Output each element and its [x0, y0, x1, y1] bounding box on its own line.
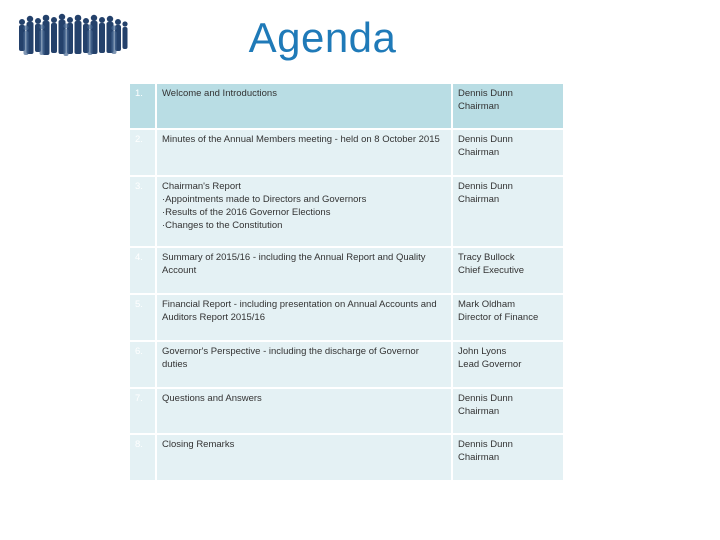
presenter-cell	[452, 83, 564, 129]
presenter-role: Director of Finance	[458, 312, 539, 323]
agenda-row	[129, 434, 564, 481]
agenda-item-cell	[156, 388, 452, 434]
presenter-cell	[452, 388, 564, 434]
agenda-item-cell	[156, 434, 452, 481]
presenter-cell	[452, 341, 564, 388]
presenter-role: Lead Governor	[458, 359, 522, 370]
agenda-number: 3.	[129, 176, 156, 247]
agenda-item-text: Governor's Perspective - including the discharge of Governor duties	[162, 346, 419, 370]
presenter-name: Dennis Dunn	[458, 393, 513, 404]
agenda-number: 5.	[129, 294, 156, 341]
presenter-cell	[452, 247, 564, 294]
agenda-row	[129, 83, 564, 129]
presenter-cell	[452, 129, 564, 176]
agenda-subitem: ·Appointments made to Directors and Governors	[162, 194, 367, 205]
agenda-row	[129, 176, 564, 247]
agenda-item-text: Chairman's Report	[162, 181, 241, 192]
agenda-row	[129, 247, 564, 294]
agenda-row	[129, 341, 564, 388]
agenda-subitem: ·Changes to the Constitution	[162, 220, 283, 231]
agenda-item-text: Closing Remarks	[162, 439, 235, 450]
agenda-item-text: Questions and Answers	[162, 393, 262, 404]
agenda-table	[128, 82, 565, 482]
presenter-cell	[452, 434, 564, 481]
agenda-item-cell	[156, 247, 452, 294]
presenter-cell	[452, 176, 564, 247]
agenda-row	[129, 129, 564, 176]
agenda-subitem: ·Results of the 2016 Governor Elections	[162, 207, 331, 218]
presenter-role: Chairman	[458, 194, 500, 205]
presenter-role: Chief Executive	[458, 265, 525, 276]
agenda-number: 1.	[129, 83, 156, 129]
page-title: Agenda	[248, 14, 397, 61]
agenda-number: 2.	[129, 129, 156, 176]
agenda-item-text: Minutes of the Annual Members meeting - held on 8 October 2015	[162, 134, 440, 145]
agenda-number: 4.	[129, 247, 156, 294]
presenter-name: Tracy Bullock	[458, 252, 515, 263]
agenda-item-text: Welcome and Introductions	[162, 88, 277, 99]
presenter-name: Dennis Dunn	[458, 181, 513, 192]
agenda-item-text: Financial Report - including presentation on Annual Accounts and Auditors Report 2015/16	[162, 299, 437, 323]
agenda-item-cell	[156, 294, 452, 341]
agenda-row	[129, 388, 564, 434]
presenter-name: John Lyons	[458, 346, 507, 357]
agenda-item-cell	[156, 129, 452, 176]
presenter-role: Chairman	[458, 406, 500, 417]
presenter-name: Dennis Dunn	[458, 439, 513, 450]
agenda-number: 6.	[129, 341, 156, 388]
presenter-cell	[452, 294, 564, 341]
agenda-item-cell	[156, 83, 452, 129]
agenda-item-text: Summary of 2015/16 - including the Annual Report and Quality Account	[162, 252, 426, 276]
presenter-name: Mark Oldham	[458, 299, 516, 310]
agenda-number: 8.	[129, 434, 156, 481]
agenda-row	[129, 294, 564, 341]
presenter-role: Chairman	[458, 101, 500, 112]
presenter-name: Dennis Dunn	[458, 88, 513, 99]
presenter-name: Dennis Dunn	[458, 134, 513, 145]
agenda-item-cell	[156, 176, 452, 247]
presenter-role: Chairman	[458, 452, 500, 463]
agenda-number: 7.	[129, 388, 156, 434]
presenter-role: Chairman	[458, 147, 500, 158]
agenda-item-cell	[156, 341, 452, 388]
